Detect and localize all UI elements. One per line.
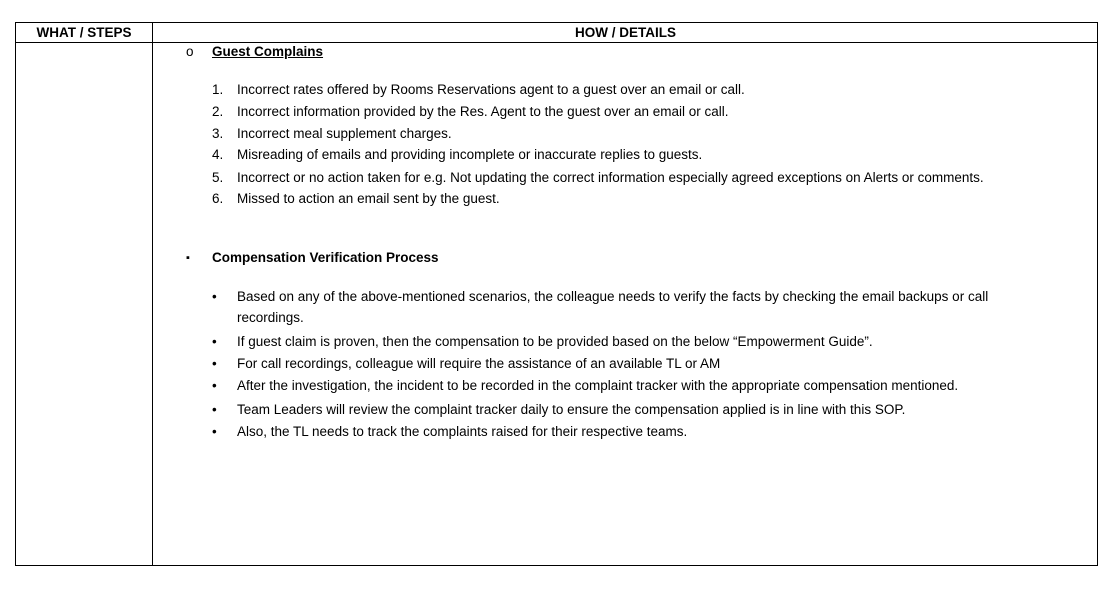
list-item: Incorrect information provided by the Res. Agent to the guest over an email or call. [237,104,729,119]
list-number: 2. [212,104,224,119]
list-item: Incorrect meal supplement charges. [237,126,452,141]
square-bullet-icon: ▪ [186,252,190,264]
bullet-dot-icon: • [212,289,217,304]
section-title-compensation-verification: Compensation Verification Process [212,250,439,265]
list-number: 5. [212,170,224,185]
header-how-details: HOW / DETAILS [575,25,676,40]
list-item: If guest claim is proven, then the compensation to be provided based on the below “Empowerment Guide”. [237,334,873,349]
list-number: 4. [212,147,224,162]
list-number: 6. [212,191,224,206]
circle-bullet-icon: o [186,44,194,59]
bullet-dot-icon: • [212,334,217,349]
list-number: 1. [212,82,224,97]
list-item: Misreading of emails and providing incomplete or inaccurate replies to guests. [237,147,703,162]
bullet-dot-icon: • [212,356,217,371]
section-title-guest-complains: Guest Complains [212,44,324,59]
header-what-steps: WHAT / STEPS [36,25,132,40]
bullet-dot-icon: • [212,378,217,393]
list-item: Incorrect rates offered by Rooms Reservations agent to a guest over an email or call. [237,82,745,97]
list-item: Team Leaders will review the complaint tracker daily to ensure the compensation applied is in line with this SOP. [237,402,906,417]
bullet-dot-icon: • [212,424,217,439]
list-number: 3. [212,126,224,141]
list-item-continuation: recordings. [237,310,304,325]
list-item: Also, the TL needs to track the complaints raised for their respective teams. [237,424,688,439]
list-item: Incorrect or no action taken for e.g. Not updating the correct information especially agreed exceptions on Alerts or comments. [237,170,984,185]
list-item: For call recordings, colleague will require the assistance of an available TL or AM [237,356,721,371]
list-item: After the investigation, the incident to be recorded in the complaint tracker with the appropriate compensation mentioned. [237,378,959,393]
bullet-dot-icon: • [212,402,217,417]
list-item: Missed to action an email sent by the guest. [237,191,500,206]
list-item: Based on any of the above-mentioned scenarios, the colleague needs to verify the facts by checking the email backups or call [237,289,989,304]
